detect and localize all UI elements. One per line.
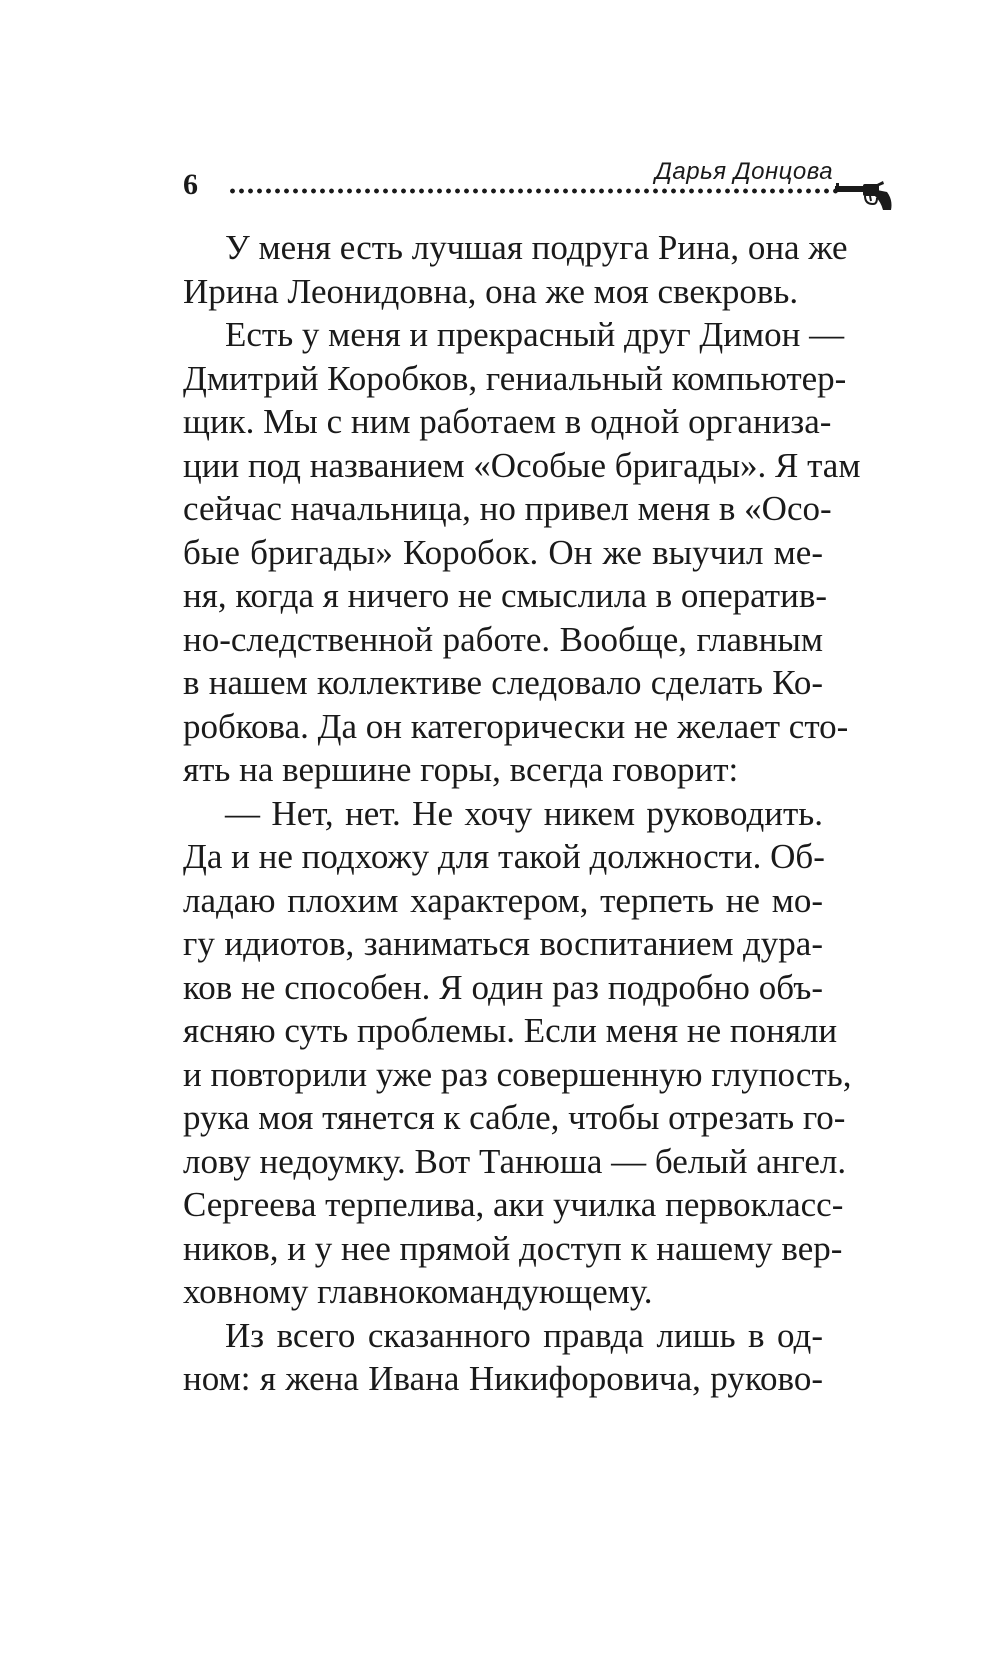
- paragraph: [183, 226, 848, 313]
- text-line: ня, когда я ничего не смыслила в оператив-: [183, 576, 828, 615]
- text-line: ном: я жена Ивана Никифоровича, руково-: [183, 1359, 823, 1398]
- text-line: ции под названием «Особые бригады». Я там: [183, 445, 861, 485]
- text-line: лову недоумку. Вот Танюша — белый ангел.: [183, 1141, 847, 1181]
- text-line: щик. Мы с ним работаем в одной организа-: [183, 402, 832, 441]
- text-line: бые бригады» Коробок. Он же выучил ме-: [183, 532, 823, 572]
- text-line: и повторили уже раз совершенную глупость,: [183, 1054, 852, 1094]
- running-header: [183, 158, 903, 228]
- running-author: Дарья Донцова: [655, 158, 834, 185]
- text-line: ховному главнокомандующему.: [183, 1272, 653, 1311]
- body-text: [183, 226, 861, 1401]
- text-line: Из всего сказанного правда лишь в од-: [225, 1315, 823, 1355]
- text-line: Да и не подхожу для такой должности. Об-: [183, 837, 825, 876]
- text-line: ладаю плохим характером, терпеть не мо-: [183, 880, 823, 920]
- text-line: Есть у меня и прекрасный друг Димон —: [225, 315, 845, 354]
- text-line: Ирина Леонидовна, она же моя свекровь.: [183, 271, 799, 311]
- text-line: ясняю суть проблемы. Если меня не поняли: [183, 1011, 838, 1050]
- text-line: Сергеева терпелива, аки училка первокласс-: [183, 1185, 844, 1224]
- revolver-icon: [833, 180, 897, 212]
- text-line: гу идиотов, заниматься воспитанием дура-: [183, 924, 823, 963]
- text-line: но-следственной работе. Вообще, главным: [183, 619, 823, 659]
- text-line: ять на вершине горы, всегда говорит:: [183, 750, 739, 789]
- text-line: рука моя тянется к сабле, чтобы отрезать го-: [183, 1098, 846, 1137]
- paragraph: [183, 1314, 823, 1401]
- text-line: У меня есть лучшая подруга Рина, она же: [225, 228, 848, 267]
- text-line: ников, и у нее прямой доступ к нашему вер-: [183, 1228, 843, 1268]
- text-line: робкова. Да он категорически не желает сто-: [183, 706, 849, 746]
- dotted-rule: [228, 188, 840, 194]
- text-line: ков не способен. Я один раз подробно объ-: [183, 967, 823, 1007]
- text-line: сейчас начальница, но привел меня в «Осо-: [183, 489, 832, 528]
- paragraph: [183, 792, 852, 1314]
- text-line: Дмитрий Коробков, гениальный компьютер-: [183, 358, 847, 398]
- page-number: 6: [183, 168, 198, 201]
- text-line: — Нет, нет. Не хочу никем руководить.: [225, 793, 823, 833]
- paragraph: [183, 313, 861, 792]
- text-line: в нашем коллективе следовало сделать Ко-: [183, 663, 823, 702]
